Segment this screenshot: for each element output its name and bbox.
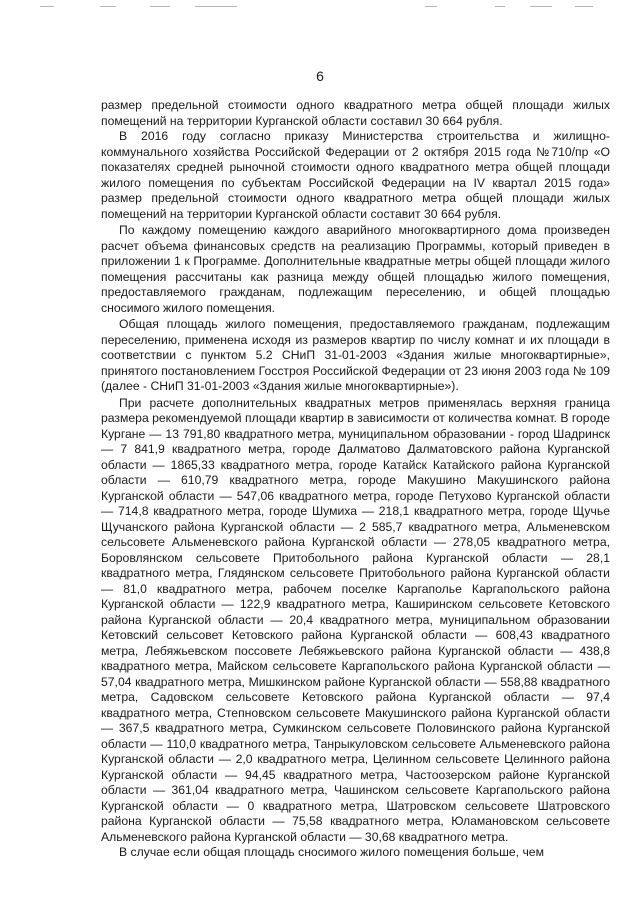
paragraph: При расчете дополнительных квадратных метров применялась верхняя граница размера рекомендуемой площади квартир в зависимости от количества комнат. В городе Кургане — 13 791,80 квадратного метра, муниципальном образовании - город Шадринск — 7 841,9 квадратного метра, городе Далматово Далматовского района Курганской области — 1865,33 квадратного метра, городе Катайск Катайского района Курганской области — 610,79 квадратного метра, городе Макушино Макушинского района Курганской области — 547,06 квадратного метра, городе Петухово Курганской области — 714,8 квадратного метра, городе Шумиха — 218,1 квадратного метра, городе Щучье Щучанского района Курганской области — 2 585,7 квадратного метра, Альменевском сельсовете Альменевского района Курганской области — 278,05 квадратного метра, Боровлянском сельсовете Притобольного района Курганской области — 28,1 квадратного метра, Глядянском сельсовете Притобольного района Курганской области — 81,0 квадратного метра, рабочем поселке Каргаполье Каргапольского района Курганской области — 122,9 квадратного метра, Каширинском сельсовете Кетовского района Курганской области — 20,4 квадратного метра, муниципальном образовании Кетовский сельсовет Кетовского района Курганской области — 608,43 квадратного метра, Лебяжьевском поссовете Лебяжьевского района Курганской области — 438,8 квадратного метра, Майском сельсовете Каргапольского района Курганской области — 57,04 квадратного метра, Мишкинском районе Курганской области — 558,88 квадратного метра, Садовском сельсовете Кетовского района Курганской области — 97,4 квадратного метра, Степновском сельсовете Макушинского района Курганской области — 367,5 квадратного метра, Сумкинском сельсовете Половинского района Курганской области — 110,0 квадратного метра, Танрыкуловском сельсовете Альменевского района Курганской области — 2,0 квадратного метра, Целинном сельсовете Целинного района Курганской области — 94,45 квадратного метра, Частоозерском районе Курганской области — 361,04 квадратного метра, Чашинском сельсовете Каргапольского района Курганской области — 0 квадратного метра, Шатровском сельсовете Шатровского района Курганской области — 75,58 квадратного метра, Юламановском сельсовете Альменевского района Курганской области — 30,68 квадратного метра. <box>101 395 610 844</box>
paragraph: размер предельной стоимости одного квадратного метра общей площади жилых помещений на территории Курганской области составил 30 664 рубля. <box>101 98 610 128</box>
page-number: 6 <box>316 68 324 84</box>
document-body <box>101 98 610 861</box>
paragraph: В случае если общая площадь сносимого жилого помещения больше, чем <box>119 845 544 859</box>
scan-artifact <box>0 6 640 10</box>
paragraph: В 2016 году согласно приказу Министерства строительства и жилищно-коммунального хозяйства Российской Федерации от 2 октября 2015 года №710/пр «О показателях средней рыночной стоимости одного квадратного метра общей площади жилого помещения по субъектам Российской Федерации на IV квартал 2015 года» размер предельной стоимости одного квадратного метра общей площади жилых помещений на территории Курганской области составит 30 664 рубля. <box>101 129 610 221</box>
paragraph: Общая площадь жилого помещения, предоставляемого гражданам, подлежащим переселению, применена исходя из размеров квартир по числу комнат и их площади в соответствии с пунктом 5.2 СНиП 31-01-2003 «Здания жилые многоквартирные», принятого постановлением Госстроя Российской Федерации от 23 июня 2003 года № 109 (далее - СНиП 31-01-2003 «Здания жилые многоквартирные»). <box>101 317 610 393</box>
paragraph: По каждому помещению каждого аварийного многоквартирного дома произведен расчет объема финансовых средств на реализацию Программы, который приведен в приложении 1 к Программе. Дополнительные квадратные метры общей площади жилого помещения рассчитаны как разница между общей площадью жилого помещения, предоставляемого гражданам, подлежащим переселению, и общей площадью сносимого жилого помещения. <box>101 223 610 315</box>
